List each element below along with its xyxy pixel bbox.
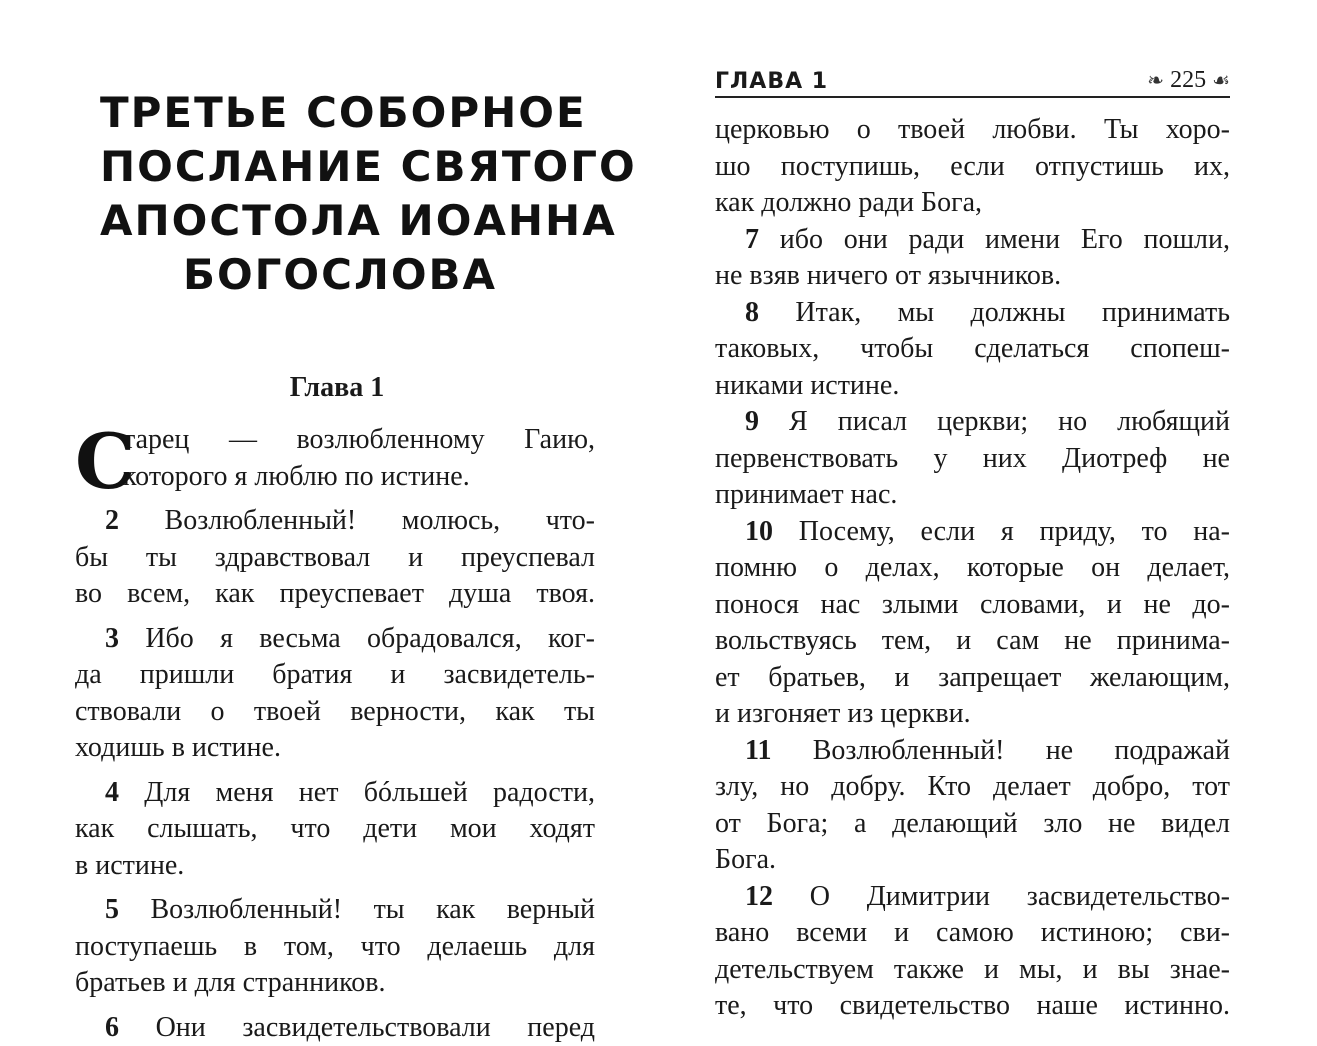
- ornament-icon: ❧: [1147, 70, 1164, 92]
- right-text-column: [715, 112, 1230, 1025]
- text-line: как должно ради Бога,: [715, 185, 1230, 222]
- verse-line: [75, 892, 595, 929]
- verse-number: 6: [105, 1012, 119, 1043]
- book-title-line: ТРЕТЬЕ СОБОРНОЕ: [100, 86, 580, 140]
- text-line: первенствовать у них Диотреф не: [715, 441, 1230, 478]
- book-title: [100, 86, 580, 302]
- chapter-heading: Глава 1: [80, 372, 594, 404]
- verse-line: [715, 295, 1230, 332]
- verse-line: [715, 222, 1230, 259]
- verse-line: [75, 775, 595, 812]
- verse-text: Для меня нет бóльшей радости,: [144, 777, 595, 808]
- verse-number: 10: [745, 516, 773, 547]
- right-page: [660, 0, 1317, 1045]
- verse-text: О Димитрии засвидетельство-: [810, 881, 1230, 912]
- verse-text: Я писал церкви; но любящий: [789, 406, 1230, 437]
- text-line: в истине.: [75, 848, 595, 885]
- text-line: как слышать, что дети мои ходят: [75, 811, 595, 848]
- verse-text: Они засвидетельствовали перед: [156, 1012, 595, 1043]
- book-title-line: БОГОСЛОВА: [100, 248, 580, 302]
- text-line: Бога.: [715, 842, 1230, 879]
- running-header: [715, 62, 1230, 98]
- text-line: от Бога; а делающий зло не видел: [715, 806, 1230, 843]
- verse-number: 7: [745, 224, 759, 255]
- verse-line: [715, 404, 1230, 441]
- text-line: тарец — возлюбленному Гаию,: [75, 422, 595, 459]
- text-line: помню о делах, которые он делает,: [715, 550, 1230, 587]
- page-number: 225: [1170, 67, 1206, 93]
- verse-text: Ибо я весьма обрадовался, ког-: [145, 623, 595, 654]
- text-line: которого я люблю по истине.: [75, 459, 595, 496]
- verse-number: 5: [105, 894, 119, 925]
- text-line: и изгоняет из церкви.: [715, 696, 1230, 733]
- text-line: детельствуем также и мы, и вы знае-: [715, 952, 1230, 989]
- text-line: принимает нас.: [715, 477, 1230, 514]
- verse-line: [715, 733, 1230, 770]
- text-line: понося нас злыми словами, и не до-: [715, 587, 1230, 624]
- verse-number: 4: [105, 777, 119, 808]
- text-line: поступаешь в том, что делаешь для: [75, 929, 595, 966]
- book-title-line: АПОСТОЛА ИОАННА: [100, 194, 580, 248]
- left-text-column: [75, 422, 595, 1046]
- verse-number: 11: [745, 735, 771, 766]
- page-number-group: [1147, 67, 1230, 94]
- verse-text: Посему, если я приду, то на-: [799, 516, 1230, 547]
- text-line: бы ты здравствовал и преуспевал: [75, 540, 595, 577]
- verse-line: [75, 1010, 595, 1046]
- verse-line: [75, 503, 595, 540]
- text-line: не взяв ничего от язычников.: [715, 258, 1230, 295]
- text-line: те, что свидетельство наше истинно.: [715, 988, 1230, 1025]
- text-line: вано всеми и самою истиною; сви-: [715, 915, 1230, 952]
- text-line: церковью о твоей любви. Ты хоро-: [715, 112, 1230, 149]
- verse-line: [75, 621, 595, 658]
- text-line: братьев и для странников.: [75, 965, 595, 1002]
- verse-text: Возлюбленный! не подражай: [813, 735, 1230, 766]
- text-line: вольствуясь тем, и сам не принима-: [715, 623, 1230, 660]
- text-line: ходишь в истине.: [75, 730, 595, 767]
- text-line: во всем, как преуспевает душа твоя.: [75, 576, 595, 613]
- text-line: ствовали о твоей верности, как ты: [75, 694, 595, 731]
- verse-number: 8: [745, 297, 759, 328]
- verse-number: 9: [745, 406, 759, 437]
- verse-number: 2: [105, 505, 119, 536]
- verse-line: [715, 879, 1230, 916]
- verse-text: Возлюбленный! ты как верный: [150, 894, 595, 925]
- text-line: ет братьев, и запрещает желающим,: [715, 660, 1230, 697]
- running-head-chapter: ГЛАВА 1: [715, 69, 828, 94]
- verse-number: 12: [745, 881, 773, 912]
- ornament-icon: ☙: [1212, 70, 1230, 92]
- verse-text: ибо они ради имени Его пошли,: [780, 224, 1230, 255]
- verse-number: 3: [105, 623, 119, 654]
- text-line: злу, но добру. Кто делает добро, тот: [715, 769, 1230, 806]
- verse-text: Итак, мы должны принимать: [795, 297, 1230, 328]
- verse-line: [715, 514, 1230, 551]
- book-title-line: ПОСЛАНИЕ СВЯТОГО: [100, 140, 580, 194]
- text-line: никами истине.: [715, 368, 1230, 405]
- verse-text: Возлюбленный! молюсь, что-: [165, 505, 595, 536]
- drop-cap: С: [75, 424, 136, 500]
- text-line: да пришли братия и засвидетель-: [75, 657, 595, 694]
- text-line: таковых, чтобы сделаться спопеш-: [715, 331, 1230, 368]
- text-line: шо поступишь, если отпустишь их,: [715, 149, 1230, 186]
